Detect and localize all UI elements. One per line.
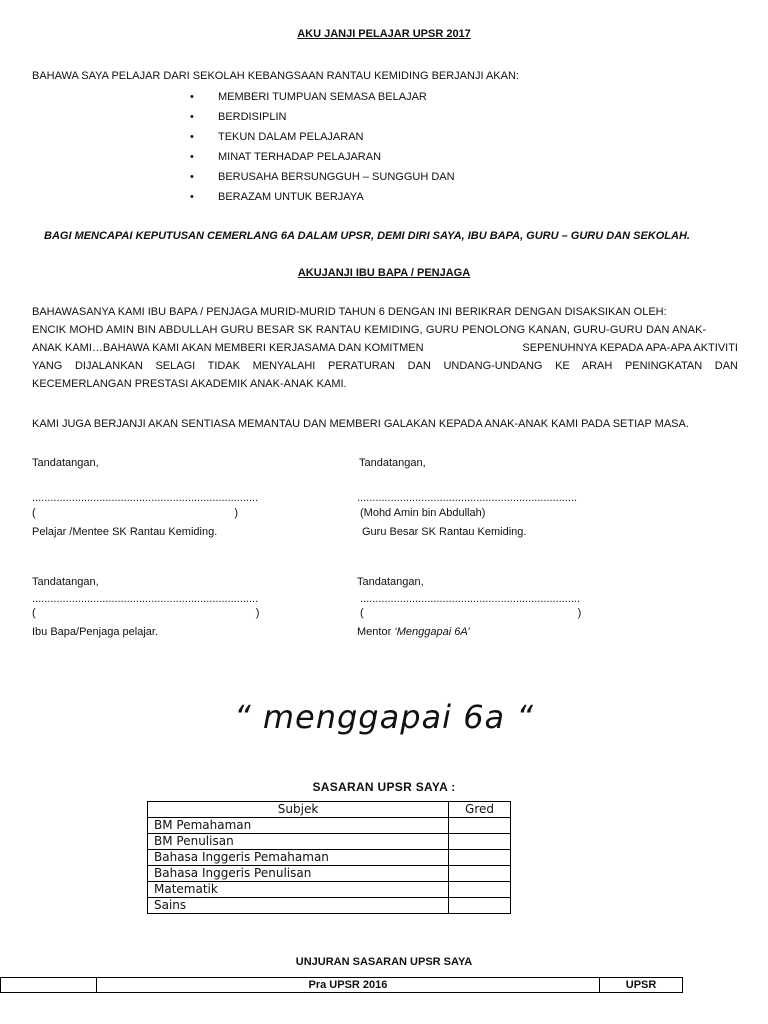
signature-line-parent: .......................................................................... — [32, 593, 259, 605]
paragraph-line: ENCIK MOHD AMIN BIN ABDULLAH GURU BESAR SK RANTAU KEMIDING, GURU PENOLONG KANAN, GURU-GURU DAN ANAK- — [32, 324, 707, 336]
table-row — [148, 834, 511, 850]
table-row — [148, 818, 511, 834]
projection-table — [0, 977, 683, 993]
parent-pledge-title: AKUJANJI IBU BAPA / PENJAGA — [297, 267, 471, 279]
pledge-text: MEMBERI TUMPUAN SEMASA BELAJAR — [218, 91, 427, 103]
monitor-statement: KAMI JUGA BERJANJI AKAN SENTIASA MEMANTAU DAN MEMBERI GALAKAN KEPADA ANAK-ANAK KAMI PADA SETIAP MASA. — [32, 418, 689, 430]
pledge-item — [190, 167, 455, 187]
grade-cell[interactable] — [449, 882, 511, 898]
goal-statement: BAGI MENCAPAI KEPUTUSAN CEMERLANG 6A DALAM UPSR, DEMI DIRI SAYA, IBU BAPA, GURU – GURU DAN SEKOLAH. — [44, 230, 690, 242]
pledge-text: TEKUN DALAM PELAJARAN — [218, 131, 364, 143]
pledge-text: BERUSAHA BERSUNGGUH – SUNGGUH DAN — [218, 171, 455, 183]
subject-cell: Bahasa Inggeris Pemahaman — [148, 850, 449, 866]
grade-cell[interactable] — [449, 850, 511, 866]
grade-cell[interactable] — [449, 818, 511, 834]
pledge-item — [190, 87, 455, 107]
sign-label-parent: Tandatangan, — [32, 576, 99, 588]
table-row — [148, 898, 511, 914]
grade-cell[interactable] — [449, 866, 511, 882]
header-blank — [1, 978, 97, 993]
table-row — [148, 850, 511, 866]
paragraph-line — [32, 339, 738, 357]
table-row — [148, 866, 511, 882]
subject-cell: Sains — [148, 898, 449, 914]
parent-role: Ibu Bapa/Penjaga pelajar. — [32, 626, 158, 638]
document-title: AKU JANJI PELAJAR UPSR 2017 — [297, 28, 471, 40]
table-header-row — [1, 978, 683, 993]
subject-cell: BM Penulisan — [148, 834, 449, 850]
signature-line-student: .......................................................................... — [32, 492, 259, 504]
target-grades-table — [147, 801, 511, 914]
bullet-icon: • — [190, 111, 194, 123]
grade-cell[interactable] — [449, 834, 511, 850]
mentor-role-label: Mentor — [357, 626, 395, 638]
mentor-role-program: ‘Menggapai 6A’ — [394, 626, 470, 638]
paragraph-line-part: ANAK KAMI…BAHAWA KAMI AKAN MEMBERI KERJASAMA DAN KOMITMEN — [32, 342, 424, 354]
signature-line-mentor: ........................................................................ — [360, 593, 581, 605]
header-upsr: UPSR — [600, 978, 683, 993]
sign-label-student: Tandatangan, — [32, 457, 99, 469]
header-subject: Subjek — [148, 802, 449, 818]
paragraph-line: YANG DIJALANKAN SELAGI TIDAK MENYALAHI PERATURAN DAN UNDANG-UNDANG KE ARAH PENINGKATAN DAN — [32, 360, 738, 372]
paragraph-line: BAHAWASANYA KAMI IBU BAPA / PENJAGA MURID-MURID TAHUN 6 DENGAN INI BERIKRAR DENGAN DISAKSIKAN OLEH: — [32, 306, 667, 318]
bullet-icon: • — [190, 151, 194, 163]
mentor-role — [357, 626, 470, 639]
bullet-icon: • — [190, 131, 194, 143]
parent-name-blank: ( ) — [32, 607, 260, 619]
pledge-text: BERDISIPLIN — [218, 111, 287, 123]
subject-cell: Matematik — [148, 882, 449, 898]
bullet-icon: • — [190, 91, 194, 103]
projection-title: UNJURAN SASARAN UPSR SAYA — [295, 956, 473, 968]
pledge-text: MINAT TERHADAP PELAJARAN — [218, 151, 382, 163]
table-header-row — [148, 802, 511, 818]
header-pra-upsr: Pra UPSR 2016 — [96, 978, 599, 993]
bullet-icon: • — [190, 191, 194, 203]
subject-cell: Bahasa Inggeris Penulisan — [148, 866, 449, 882]
pledge-item — [190, 107, 455, 127]
student-role: Pelajar /Mentee SK Rantau Kemiding. — [32, 526, 218, 538]
paragraph-line-part: SEPENUHNYA KEPADA APA-APA AKTIVITI — [522, 342, 738, 354]
pledge-text: BERAZAM UNTUK BERJAYA — [218, 191, 364, 203]
pledge-item — [190, 127, 455, 147]
student-name-blank: ( ) — [32, 507, 238, 519]
headmaster-role: Guru Besar SK Rantau Kemiding. — [362, 526, 527, 538]
table-row — [148, 882, 511, 898]
student-intro: BAHAWA SAYA PELAJAR DARI SEKOLAH KEBANGSAAN RANTAU KEMIDING BERJANJI AKAN: — [32, 70, 519, 82]
headmaster-name: (Mohd Amin bin Abdullah) — [360, 507, 486, 519]
motto-heading: “ menggapai 6a “ — [234, 698, 534, 736]
signature-line-headmaster: ........................................................................ — [357, 492, 578, 504]
pledge-item — [190, 147, 455, 167]
target-title: SASARAN UPSR SAYA : — [312, 780, 456, 794]
parent-pledge-paragraph — [32, 303, 738, 393]
subject-cell: BM Pemahaman — [148, 818, 449, 834]
paragraph-line: KECEMERLANGAN PRESTASI AKADEMIK ANAK-ANAK KAMI. — [32, 378, 347, 390]
header-grade: Gred — [449, 802, 511, 818]
grade-cell[interactable] — [449, 898, 511, 914]
pledge-list — [190, 87, 455, 207]
pledge-item — [190, 187, 455, 207]
sign-label-headmaster: Tandatangan, — [359, 457, 426, 469]
mentor-name-blank: ( ) — [360, 607, 582, 619]
sign-label-mentor: Tandatangan, — [357, 576, 424, 588]
bullet-icon: • — [190, 171, 194, 183]
